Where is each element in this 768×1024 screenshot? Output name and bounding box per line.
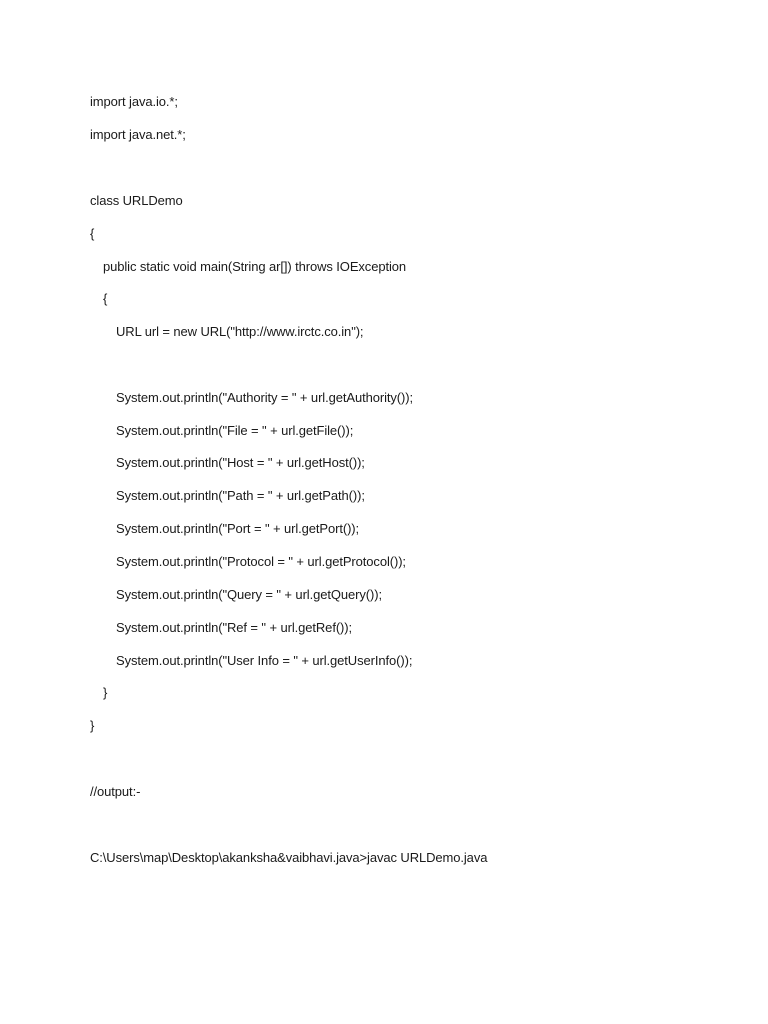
code-line-class-open-brace: { xyxy=(90,226,95,241)
code-line-class-declaration: class URLDemo xyxy=(90,193,183,208)
code-line-url-declaration: URL url = new URL("http://www.irctc.co.in"); xyxy=(116,324,364,339)
output-label: //output:- xyxy=(90,784,141,799)
code-line-print-port: System.out.println("Port = " + url.getPort()); xyxy=(116,521,360,536)
code-line-method-open-brace: { xyxy=(103,291,108,306)
code-line-print-user-info: System.out.println("User Info = " + url.getUserInfo()); xyxy=(116,653,413,668)
command-line: C:\Users\map\Desktop\akanksha&vaibhavi.java>javac URLDemo.java xyxy=(90,850,488,865)
code-line-import-io: import java.io.*; xyxy=(90,94,178,109)
code-line-print-ref: System.out.println("Ref = " + url.getRef()); xyxy=(116,620,353,635)
code-line-method-close-brace: } xyxy=(103,685,108,700)
code-line-import-net: import java.net.*; xyxy=(90,127,186,142)
code-line-print-query: System.out.println("Query = " + url.getQuery()); xyxy=(116,587,382,602)
code-line-print-host: System.out.println("Host = " + url.getHost()); xyxy=(116,455,365,470)
code-line-main-method: public static void main(String ar[]) throws IOException xyxy=(103,259,407,274)
code-line-print-protocol: System.out.println("Protocol = " + url.getProtocol()); xyxy=(116,554,406,569)
code-line-print-path: System.out.println("Path = " + url.getPath()); xyxy=(116,488,365,503)
code-line-class-close-brace: } xyxy=(90,718,95,733)
code-line-print-file: System.out.println("File = " + url.getFile()); xyxy=(116,423,354,438)
code-line-print-authority: System.out.println("Authority = " + url.getAuthority()); xyxy=(116,390,413,405)
